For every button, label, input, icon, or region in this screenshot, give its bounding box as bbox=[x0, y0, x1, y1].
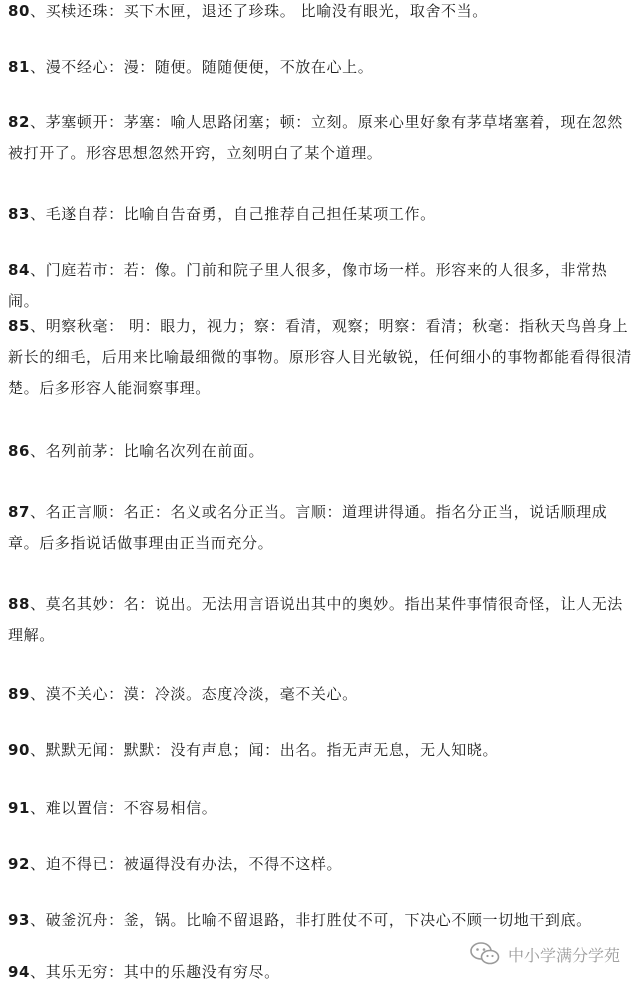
entry-text: 明察秋毫： 明：眼力，视力；察：看清，观察；明察：看清；秋毫：指秋天鸟兽身上新长的细毛，后用来比喻最细微的事物。原形容人目光敏锐，任何细小的事物都能看得很清楚。后多形容人能洞察事理。 bbox=[8, 317, 633, 397]
entry-89 bbox=[8, 679, 632, 710]
entry-text: 名正言顺：名正：名义或名分正当。言顺：道理讲得通。指名分正当，说话顺理成章。后多指说话做事理由正当而充分。 bbox=[8, 503, 608, 552]
entry-text: 迫不得已：被逼得没有办法，不得不这样。 bbox=[45, 855, 343, 873]
entry-number: 88 bbox=[8, 595, 31, 613]
entry-separator: 、 bbox=[30, 503, 46, 521]
entry-86 bbox=[8, 436, 632, 467]
entry-separator: 、 bbox=[30, 911, 46, 929]
entry-text: 莫名其妙：名：说出。无法用言语说出其中的奥妙。指出某件事情很奇怪，让人无法理解。 bbox=[8, 595, 623, 644]
entry-number: 93 bbox=[8, 911, 31, 929]
entry-number: 83 bbox=[8, 205, 31, 223]
entry-separator: 、 bbox=[30, 741, 46, 759]
entry-separator: 、 bbox=[30, 595, 46, 613]
entry-87 bbox=[8, 497, 632, 559]
wechat-icon bbox=[470, 941, 500, 967]
entry-text: 默默无闻：默默：没有声息；闻：出名。指无声无息，无人知晓。 bbox=[45, 741, 499, 759]
entry-number: 82 bbox=[8, 113, 31, 131]
entry-text: 毛遂自荐：比喻自告奋勇，自己推荐自己担任某项工作。 bbox=[45, 205, 436, 223]
entry-88 bbox=[8, 589, 632, 651]
entry-number: 80 bbox=[8, 2, 31, 20]
entry-separator: 、 bbox=[30, 855, 46, 873]
entry-83 bbox=[8, 199, 632, 230]
entry-93 bbox=[8, 905, 632, 936]
entry-text: 难以置信：不容易相信。 bbox=[45, 799, 218, 817]
entry-90 bbox=[8, 735, 632, 766]
entry-91 bbox=[8, 793, 632, 824]
entry-number: 91 bbox=[8, 799, 31, 817]
entry-number: 92 bbox=[8, 855, 31, 873]
entry-text: 破釜沉舟：釜，锅。比喻不留退路，非打胜仗不可，下决心不顾一切地干到底。 bbox=[45, 911, 592, 929]
entry-separator: 、 bbox=[30, 963, 46, 981]
entry-text: 买椟还珠：买下木匣，退还了珍珠。 比喻没有眼光，取舍不当。 bbox=[45, 2, 488, 20]
entry-84 bbox=[8, 255, 632, 317]
entry-number: 86 bbox=[8, 442, 31, 460]
entry-text: 茅塞顿开：茅塞：喻人思路闭塞；顿：立刻。原来心里好象有茅草堵塞着，现在忽然被打开了。形容思想忽然开窍，立刻明白了某个道理。 bbox=[8, 113, 623, 162]
wechat-watermark bbox=[470, 941, 620, 967]
entry-separator: 、 bbox=[30, 261, 46, 279]
entry-number: 94 bbox=[8, 963, 31, 981]
entry-separator: 、 bbox=[30, 442, 46, 460]
entry-number: 81 bbox=[8, 58, 31, 76]
entry-number: 90 bbox=[8, 741, 31, 759]
entry-separator: 、 bbox=[30, 317, 46, 335]
entry-number: 87 bbox=[8, 503, 31, 521]
entry-separator: 、 bbox=[30, 799, 46, 817]
entry-text: 名列前茅：比喻名次列在前面。 bbox=[45, 442, 265, 460]
entry-text: 漫不经心：漫：随便。随随便便，不放在心上。 bbox=[45, 58, 374, 76]
entry-text: 漠不关心：漠：冷淡。态度冷淡，毫不关心。 bbox=[45, 685, 358, 703]
entry-separator: 、 bbox=[30, 205, 46, 223]
entry-82 bbox=[8, 107, 632, 169]
entry-number: 89 bbox=[8, 685, 31, 703]
entry-separator: 、 bbox=[30, 685, 46, 703]
entry-text: 门庭若市：若：像。门前和院子里人很多，像市场一样。形容来的人很多，非常热闹。 bbox=[8, 261, 608, 310]
entry-81 bbox=[8, 52, 632, 83]
watermark-text: 中小学满分学苑 bbox=[508, 945, 621, 965]
entry-92 bbox=[8, 849, 632, 880]
entry-85 bbox=[8, 311, 632, 404]
entry-separator: 、 bbox=[30, 2, 46, 20]
entry-text: 其乐无穷：其中的乐趣没有穷尽。 bbox=[45, 963, 280, 981]
entry-separator: 、 bbox=[30, 58, 46, 76]
entry-separator: 、 bbox=[30, 113, 46, 131]
entry-number: 84 bbox=[8, 261, 31, 279]
entry-80 bbox=[8, 0, 632, 27]
entry-number: 85 bbox=[8, 317, 31, 335]
